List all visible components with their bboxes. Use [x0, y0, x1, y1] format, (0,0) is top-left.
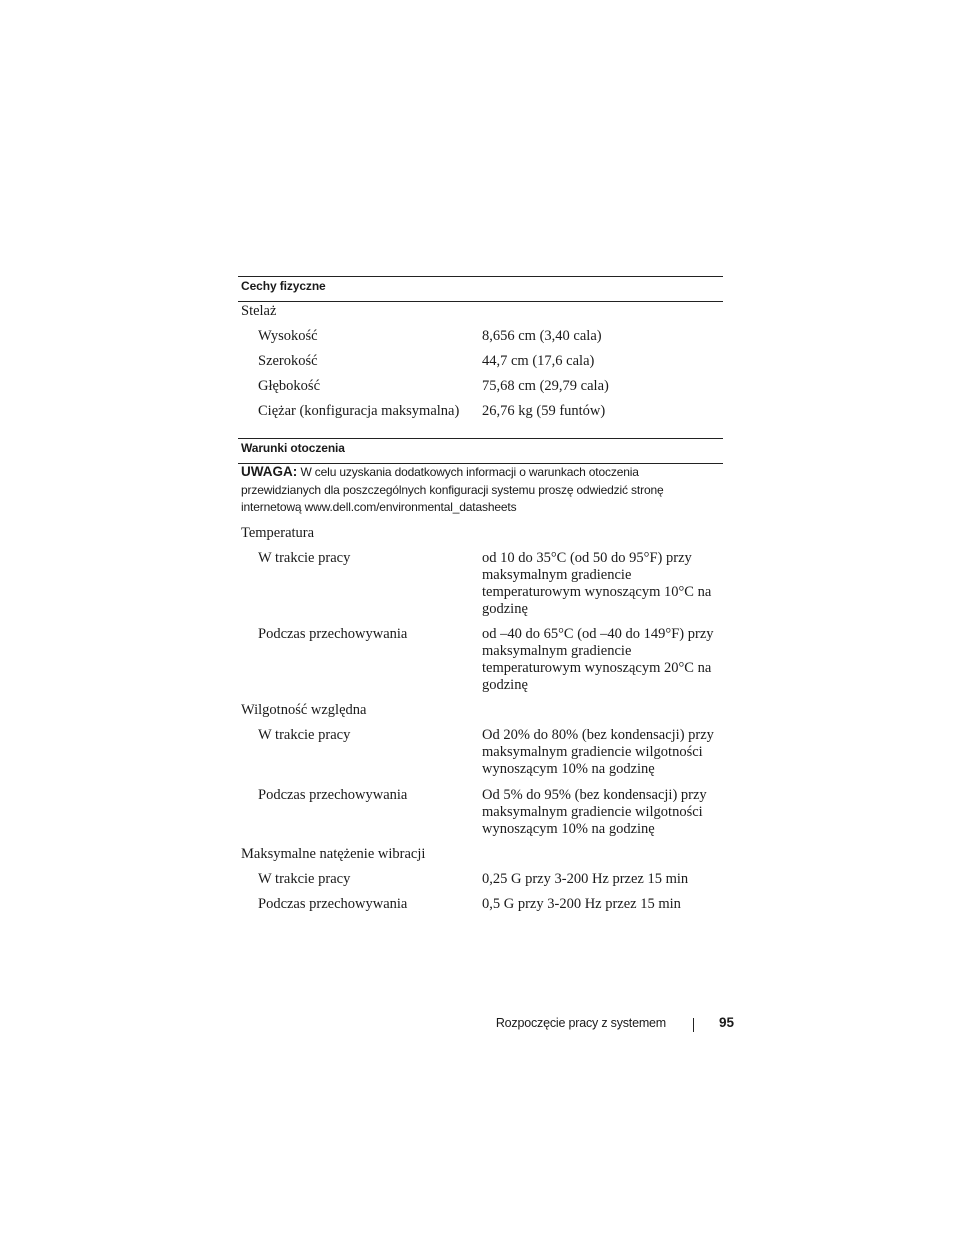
row-value: 8,656 cm (3,40 cala) [482, 328, 602, 344]
row-value: Od 5% do 95% (bez kondensacji) przy maksymalnym gradiencie wilgotności wynoszącym 10% na godzinę [482, 787, 707, 837]
row-value: od –40 do 65°C (od –40 do 149°F) przy maksymalnym gradiencie temperaturowym wynoszącym 20°C na godzinę [482, 626, 714, 693]
table-top-rule [238, 276, 723, 277]
section-rule [238, 438, 723, 439]
group-label-chassis: Stelaż [241, 303, 277, 319]
row-label: Podczas przechowywania [258, 787, 408, 803]
row-label: Głębokość [258, 378, 321, 394]
group-label-temperature: Temperatura [241, 525, 315, 541]
row-value: Od 20% do 80% (bez kondensacji) przy maksymalnym gradiencie wilgotności wynoszącym 10% na godzinę [482, 727, 714, 777]
note-label: UWAGA: [241, 464, 298, 479]
note-paragraph [241, 463, 711, 517]
row-label: W trakcie pracy [258, 727, 351, 743]
section-heading-environment: Warunki otoczenia [241, 441, 345, 455]
row-value: 44,7 cm (17,6 cala) [482, 353, 595, 369]
row-value: 0,5 G przy 3-200 Hz przez 15 min [482, 896, 681, 912]
row-label: W trakcie pracy [258, 550, 351, 566]
note-text: W celu uzyskania dodatkowych informacji o warunkach otoczenia przewidzianych dla poszczególnych konfiguracji systemu proszę odwiedzić stronę internetową www.dell.com/environmental_datasheets [241, 465, 664, 514]
footer-section-title: Rozpoczęcie pracy z systemem [495, 1016, 666, 1030]
section-heading-physical: Cechy fizyczne [241, 279, 326, 293]
group-label-vibration: Maksymalne natężenie wibracji [241, 846, 426, 862]
row-value: 0,25 G przy 3-200 Hz przez 15 min [482, 871, 689, 887]
row-label: Ciężar (konfiguracja maksymalna) [258, 403, 460, 419]
row-value: 75,68 cm (29,79 cala) [482, 378, 609, 394]
row-label: Podczas przechowywania [258, 626, 408, 642]
row-label: Podczas przechowywania [258, 896, 408, 912]
row-label: Wysokość [258, 328, 318, 344]
row-label: W trakcie pracy [258, 871, 351, 887]
section-heading-rule [238, 301, 723, 302]
page-number: 95 [719, 1015, 735, 1030]
row-value: od 10 do 35°C (od 50 do 95°F) przy maksymalnym gradiencie temperaturowym wynoszącym 10°C na godzinę [482, 550, 712, 617]
footer-divider [693, 1018, 694, 1032]
group-label-humidity: Wilgotność względna [241, 702, 367, 718]
row-label: Szerokość [258, 353, 318, 369]
row-value: 26,76 kg (59 funtów) [482, 403, 606, 419]
